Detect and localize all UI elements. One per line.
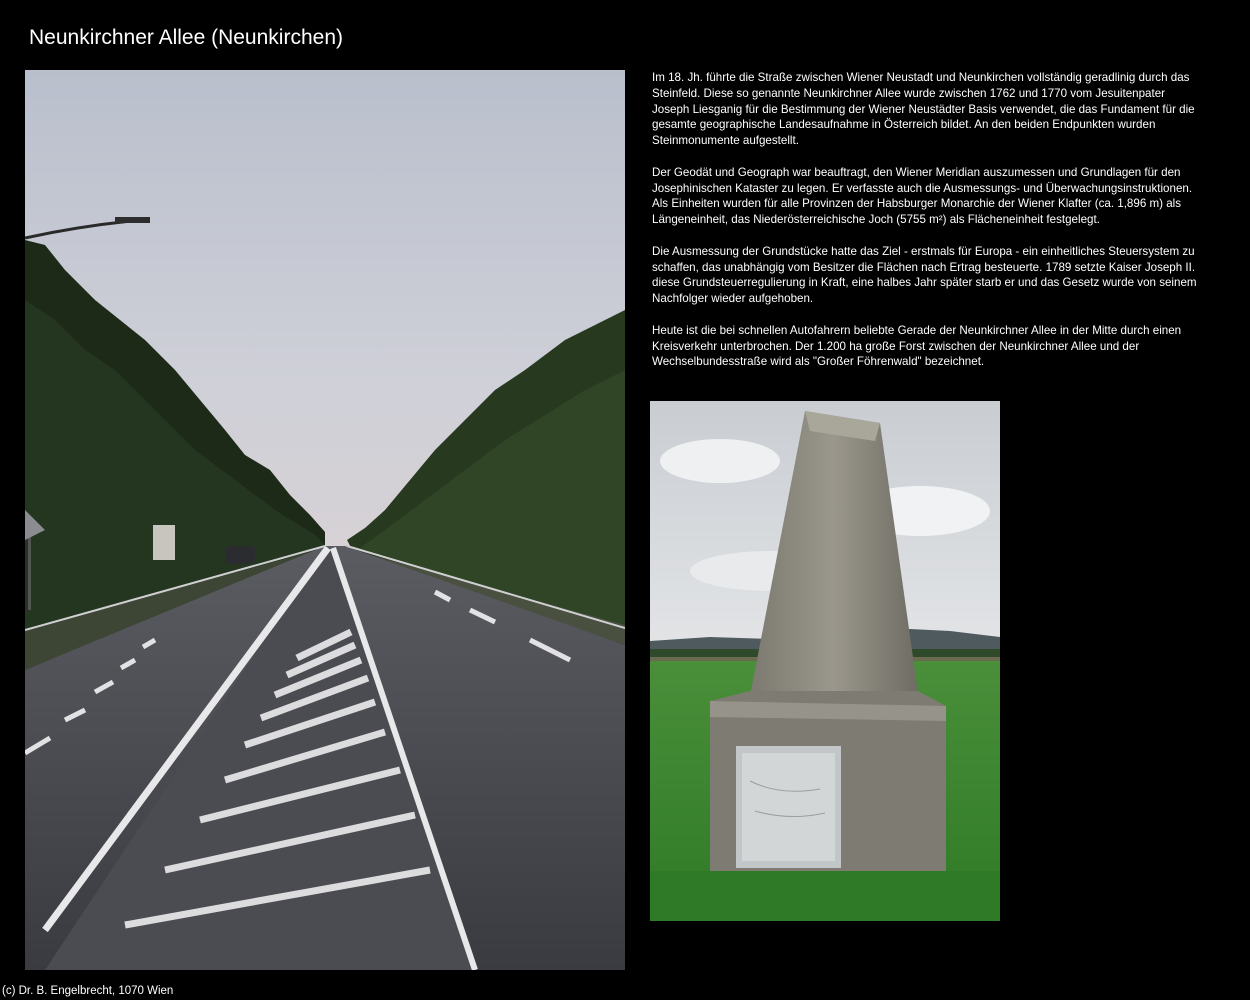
- page-title: Neunkirchner Allee (Neunkirchen): [29, 26, 343, 49]
- monument-photo[interactable]: [650, 401, 1000, 921]
- description-text: [652, 70, 1197, 386]
- paragraph: Im 18. Jh. führte die Straße zwischen Wiener Neustadt und Neunkirchen vollständig geradlinig durch das Steinfeld. Diese so genannte Neunkirchner Allee wurde zwischen 1762 und 1770 vom Jesuitenpater Joseph Liesganig für die Bestimmung der Wiener Neustädter Basis verwendet, die das Fundament für die gesamte geographische Landesaufnahme in Österreich bildet. An den beiden Endpunkten wurden Steinmonumente aufgestellt.: [652, 71, 1195, 148]
- road-photo[interactable]: [25, 70, 625, 970]
- paragraph: Heute ist die bei schnellen Autofahrern beliebte Gerade der Neunkirchner Allee in der Mitte durch einen Kreisverkehr unterbrochen. Der 1.200 ha große Forst zwischen der Neunkirchner Allee und der Wechselbundesstraße wird als "Großer Föhrenwald" bezeichnet.: [652, 323, 1182, 369]
- copyright: (c) Dr. B. Engelbrecht, 1070 Wien: [2, 985, 174, 997]
- paragraph: Der Geodät und Geograph war beauftragt, den Wiener Meridian auszumessen und Grundlagen für den Josephinischen Kataster zu legen. Er verfasste auch die Ausmessungs- und Überwachungsinstruktionen. Als Einheiten wurden für alle Provinzen der Habsburger Monarchie der Wiener Klafter (ca. 1,896 m) als Längeneinheit, das Niederösterreichische Joch (5755 m²) als Flächeneinheit festgelegt.: [652, 165, 1193, 227]
- paragraph: Die Ausmessung der Grundstücke hatte das Ziel - erstmals für Europa - ein einheitliches Steuersystem zu schaffen, das unabhängig vom Besitzer die Flächen nach Ertrag besteuerte. 1789 setzte Kaiser Joseph II. diese Grundsteuerregulierung in Kraft, eine halbes Jahr später starb er und das Gesetz wurde von seinem Nachfolger wieder aufgehoben.: [652, 244, 1197, 306]
